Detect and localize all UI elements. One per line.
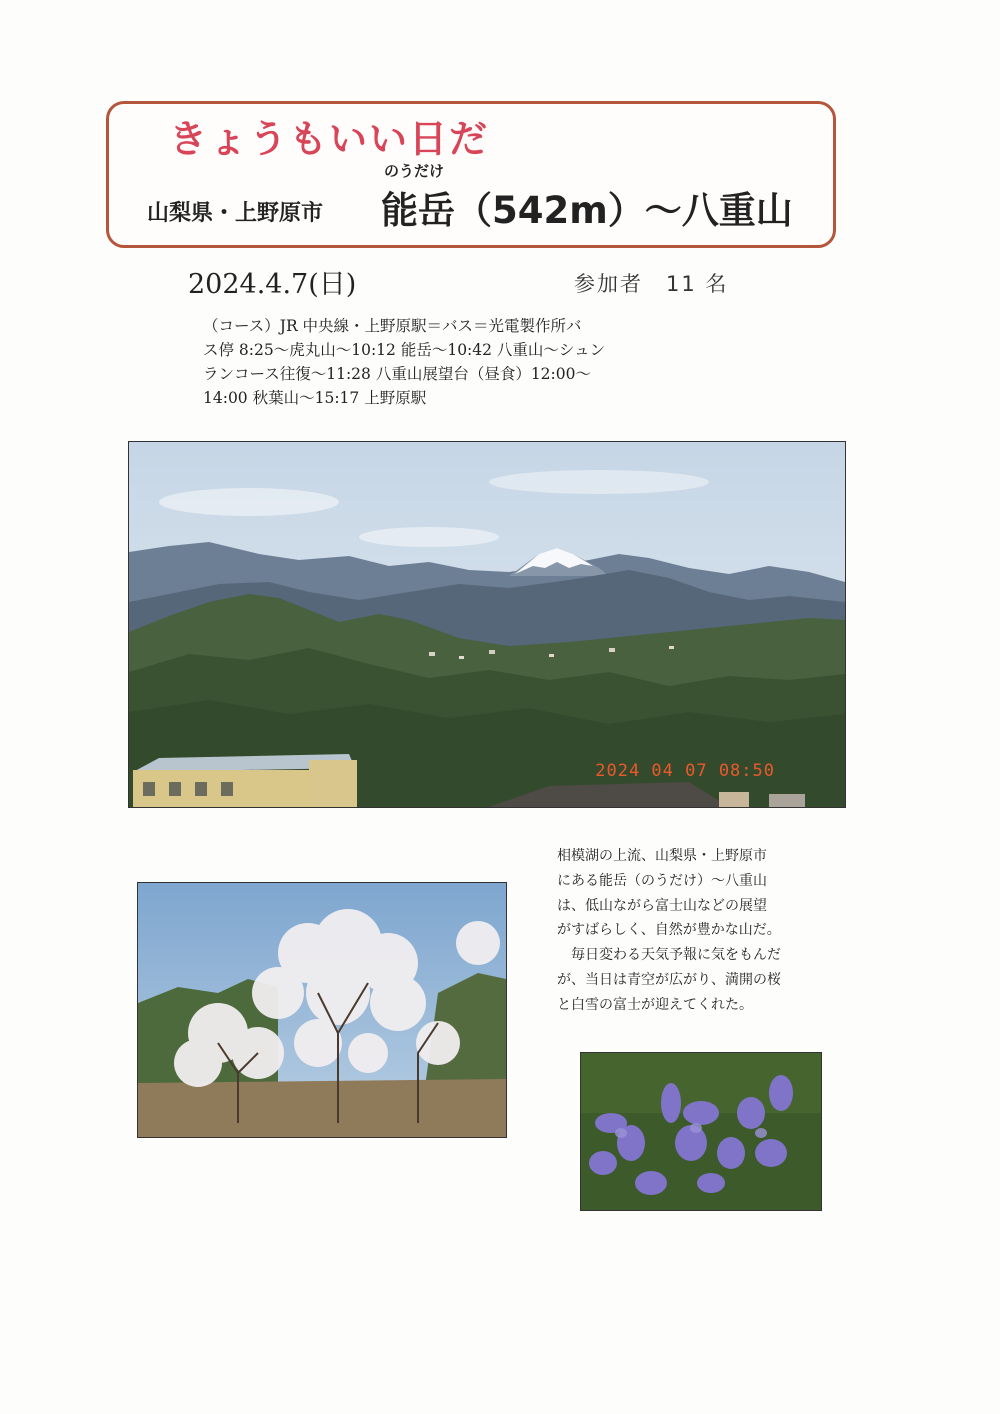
mountain-reading: のうだけ bbox=[384, 162, 445, 180]
hike-date: 2024.4.7(日) bbox=[188, 269, 357, 300]
description-line: 相模湖の上流、山梨県・上野原市 bbox=[557, 848, 767, 864]
description-line: は、低山ながら富士山などの展望 bbox=[557, 897, 767, 914]
description-line: と白雪の富士が迎えてくれた。 bbox=[557, 996, 753, 1013]
mountain-landscape-photo bbox=[128, 441, 846, 808]
description-line: がすばらしく、自然が豊かな山だ。 bbox=[557, 922, 781, 939]
prefecture-label: 山梨県・上野原市 bbox=[147, 201, 324, 226]
course-line: （コース）JR 中央線・上野原駅＝バス＝光電製作所バ bbox=[203, 317, 582, 335]
article-description bbox=[557, 844, 837, 1018]
mountain-name: 能岳（542m）～八重山 bbox=[381, 189, 793, 232]
purple-flower-photo bbox=[580, 1052, 822, 1211]
page-title: きょうもいい日だ bbox=[169, 116, 490, 161]
description-line: 毎日変わる天気予報に気をもんだ bbox=[557, 947, 781, 964]
description-line: が、当日は青空が広がり、満開の桜 bbox=[557, 971, 781, 988]
course-line: ランコース往復～11:28 八重山展望台（昼食）12:00～ bbox=[203, 365, 591, 383]
cherry-blossom-photo bbox=[137, 882, 507, 1138]
photo-timestamp: 2024 04 07 08:50 bbox=[595, 761, 775, 781]
description-line: にある能岳（のうだけ）～八重山 bbox=[557, 872, 767, 889]
title-box bbox=[106, 101, 836, 248]
participant-count: 参加者 11 名 bbox=[574, 272, 729, 296]
course-description bbox=[203, 314, 673, 410]
course-line: 14:00 秋葉山～15:17 上野原駅 bbox=[203, 389, 427, 407]
course-line: ス停 8:25～虎丸山～10:12 能岳～10:42 八重山～シュン bbox=[203, 341, 606, 359]
